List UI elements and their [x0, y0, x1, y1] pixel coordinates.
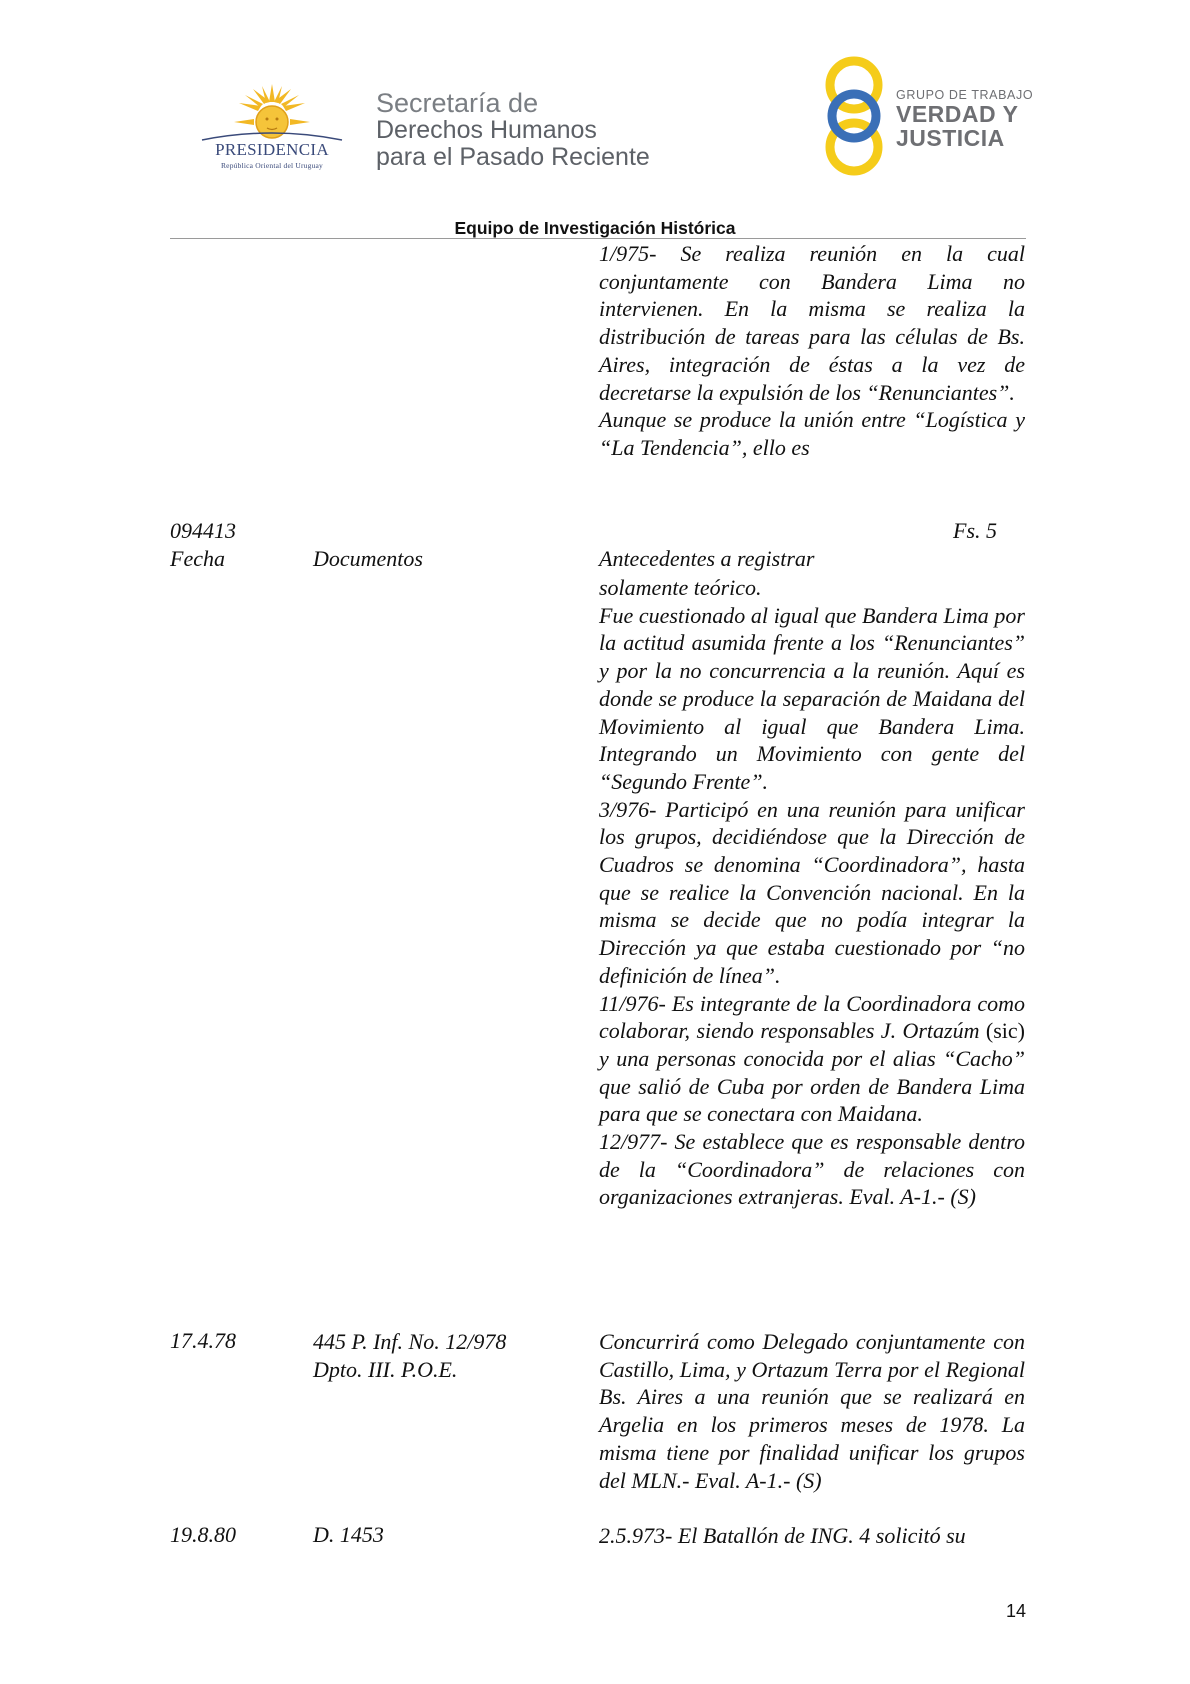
column-header-fecha: Fecha	[170, 546, 225, 571]
grupo-trabajo-label	[896, 88, 1033, 150]
secretaria-title	[376, 90, 650, 171]
page-title: Equipo de Investigación Histórica	[454, 218, 736, 238]
grupo-line-2: VERDAD Y	[896, 101, 1019, 127]
row-fecha: 19.8.80	[170, 1522, 236, 1547]
secretaria-line-1: Secretaría de	[376, 88, 539, 118]
document-id: 094413	[170, 518, 236, 543]
presidencia-subtitle: República Oriental del Uruguay	[220, 161, 323, 170]
sic-marker: (sic)	[985, 1018, 1025, 1044]
top-text-block	[599, 240, 1025, 462]
row-fecha: 17.4.78	[170, 1328, 236, 1353]
row-documento-line-1: 445 P. Inf. No. 12/978	[313, 1329, 507, 1354]
row-documento	[313, 1328, 506, 1383]
paragraph-12977: 12/977- Se establece que es responsable dentro de la “Coordinadora” de relaciones con organizaciones extranjeras. Eval. A-1.- (S)	[599, 1129, 1025, 1210]
paragraph-11976-part-a: 11/976- Es integrante de la Coordinadora como colaborar, siendo responsables J. Ortazúm	[599, 990, 1025, 1044]
paragraph-3976: 3/976- Participó en una reunión para unificar los grupos, decidiéndose que la Dirección de Cuadros se denomina “Coordinadora”, hasta que se realice la Convención nacional. En la misma se decide que no podía integrar la Dirección ya que estaba cuestionado por “no definición de línea”.	[599, 796, 1025, 988]
presidencia-label: PRESIDENCIA	[215, 140, 329, 159]
verdad-justicia-logo-icon	[822, 55, 886, 177]
continuation-text-block	[599, 574, 1025, 1211]
paragraph-11976	[599, 990, 1025, 1129]
row-antecedente: Concurrirá como Delegado conjuntamente con Castillo, Lima, y Ortazum Terra por el Regional Bs. Aires a una reunión que se realizará en Argelia en los primeros meses de 1978. La misma tiene por finalidad unificar los grupos del MLN.- Eval. A-1.- (S)	[599, 1329, 1025, 1493]
grupo-line-3: JUSTICIA	[896, 125, 1005, 151]
header-divider	[170, 238, 1026, 239]
grupo-line-1: GRUPO DE TRABAJO	[896, 88, 1034, 102]
paragraph-1975: 1/975- Se realiza reunión en la cual conjuntamente con Bandera Lima no intervienen. En la misma se realiza la distribución de tareas para las células de Bs. Aires, integración de éstas a la vez de decretarse la expulsión de los “Renunciantes”.	[599, 241, 1025, 405]
page-number: 14	[1006, 1601, 1027, 1621]
folio-number: Fs. 5	[953, 518, 997, 543]
paragraph-aunque: Aunque se produce la unión entre “Logística y “La Tendencia”, ello es	[599, 407, 1025, 460]
paragraph-fue: Fue cuestionado al igual que Bandera Lima por la actitud asumida frente a los “Renunciantes” y por la no concurrencia a la reunión. Aquí es donde se produce la separación de Maidana del Movimiento al igual que Bandera Lima. Integrando un Movimiento con gente del “Segundo Frente”.	[599, 602, 1025, 794]
column-header-antecedentes: Antecedentes a registrar	[599, 546, 815, 571]
column-header-documentos: Documentos	[313, 546, 423, 571]
row-documento-line-2: Dpto. III. P.O.E.	[313, 1356, 458, 1382]
row-antecedente: 2.5.973- El Batallón de ING. 4 solicitó su	[599, 1523, 966, 1548]
secretaria-line-3: para el Pasado Reciente	[376, 143, 650, 171]
row-documento: D. 1453	[313, 1522, 384, 1547]
paragraph-11976-part-b: y una personas conocida por el alias “Cacho” que salió de Cuba por orden de Bandera Lima para que se conectara con Maidana.	[599, 1045, 1025, 1127]
line-solamente: solamente teórico.	[599, 575, 762, 600]
secretaria-line-2: Derechos Humanos	[376, 116, 597, 144]
